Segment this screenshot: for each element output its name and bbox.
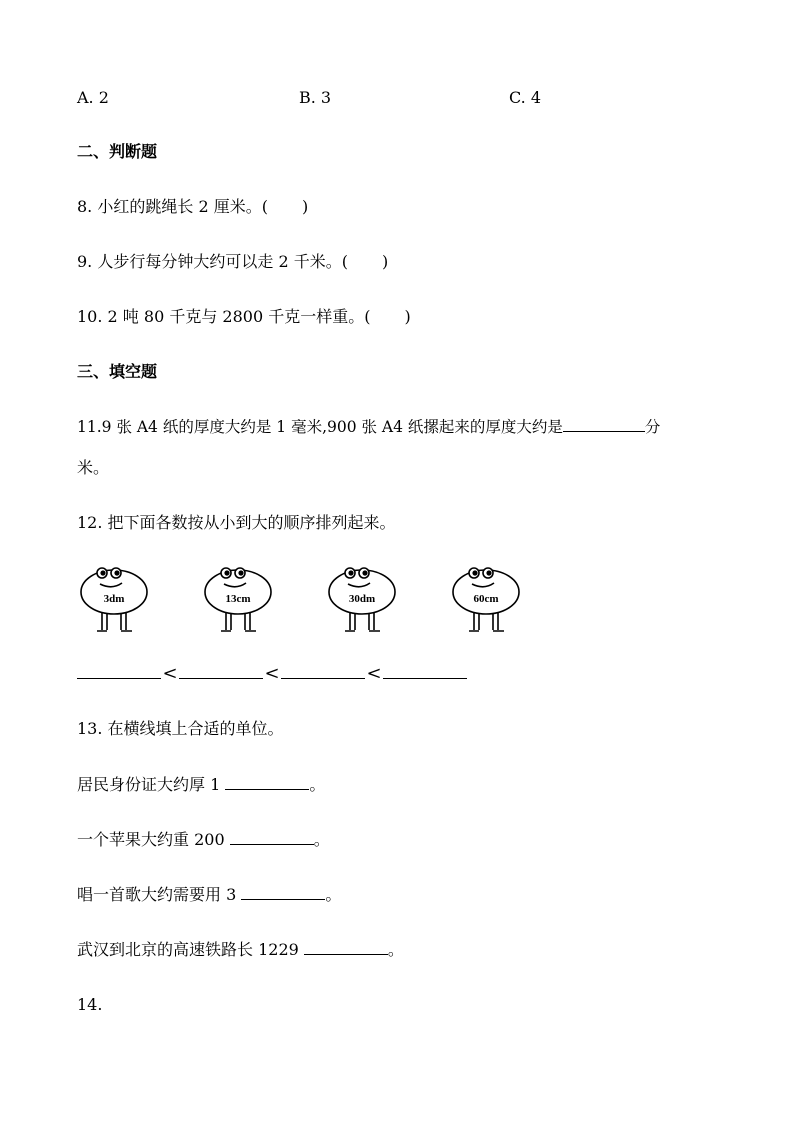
answer-blank[interactable] xyxy=(179,677,263,679)
option-c: C. 4 xyxy=(509,88,542,107)
answer-blank[interactable] xyxy=(563,430,645,432)
question-12: 12. 把下面各数按从小到大的顺序排列起来。 xyxy=(77,513,396,532)
question-8 xyxy=(77,197,308,217)
section-title-fill-in: 三、填空题 xyxy=(77,362,158,381)
line-text: 武汉到北京的高速铁路长 1229 xyxy=(77,940,299,959)
less-than-sign: < xyxy=(366,663,382,684)
question-9 xyxy=(77,252,388,272)
question-9-close: ) xyxy=(381,252,389,271)
line-end: 。 xyxy=(309,775,326,794)
line-text: 居民身份证大约厚 1 xyxy=(77,775,221,794)
order-answer-row xyxy=(77,664,467,684)
question-8-text: 8. 小红的跳绳长 2 厘米。( xyxy=(77,197,268,216)
creature-label: 13cm xyxy=(225,593,251,605)
line-end: 。 xyxy=(313,830,330,849)
creature-label: 60cm xyxy=(473,593,499,605)
line-text: 唱一首歌大约需要用 3 xyxy=(77,885,237,904)
question-13-line-2 xyxy=(77,830,330,850)
question-13-line-3 xyxy=(77,885,341,905)
less-than-sign: < xyxy=(264,663,280,684)
creature-3dm xyxy=(78,560,158,640)
question-11-unit-a: 分 xyxy=(644,418,661,436)
answer-blank[interactable] xyxy=(230,843,314,845)
line-end: 。 xyxy=(325,885,342,904)
question-10-text: 10. 2 吨 80 千克与 2800 千克一样重。( xyxy=(77,307,371,326)
line-end: 。 xyxy=(387,940,404,959)
question-13-line-4 xyxy=(77,940,404,960)
creature-13cm xyxy=(202,560,282,640)
creature-label: 30dm xyxy=(348,593,376,605)
answer-blank[interactable] xyxy=(225,788,309,790)
answer-blank[interactable] xyxy=(77,677,161,679)
question-13: 13. 在横线填上合适的单位。 xyxy=(77,719,284,738)
option-a: A. 2 xyxy=(77,88,109,107)
question-11-cont: 米。 xyxy=(77,458,110,477)
answer-blank[interactable] xyxy=(241,898,325,900)
creature-label: 3dm xyxy=(103,593,125,605)
less-than-sign: < xyxy=(162,663,178,684)
question-10-close: ) xyxy=(404,307,411,326)
question-11-text: 11.9 张 A4 纸的厚度大约是 1 毫米,900 张 A4 纸摞起来的厚度大约是 xyxy=(77,418,563,436)
line-text: 一个苹果大约重 200 xyxy=(77,830,225,849)
question-13-line-1 xyxy=(77,775,325,795)
creature-30dm xyxy=(326,560,406,640)
creature-60cm xyxy=(450,560,530,640)
option-b: B. 3 xyxy=(299,88,332,107)
section-title-judgement: 二、判断题 xyxy=(77,142,158,161)
answer-blank[interactable] xyxy=(281,677,365,679)
answer-blank[interactable] xyxy=(304,953,388,955)
question-11 xyxy=(77,417,660,437)
question-14: 14. xyxy=(77,995,103,1014)
question-8-close: ) xyxy=(301,197,309,216)
answer-blank[interactable] xyxy=(383,677,467,679)
question-9-text: 9. 人步行每分钟大约可以走 2 千米。( xyxy=(77,252,348,271)
question-10 xyxy=(77,307,411,327)
